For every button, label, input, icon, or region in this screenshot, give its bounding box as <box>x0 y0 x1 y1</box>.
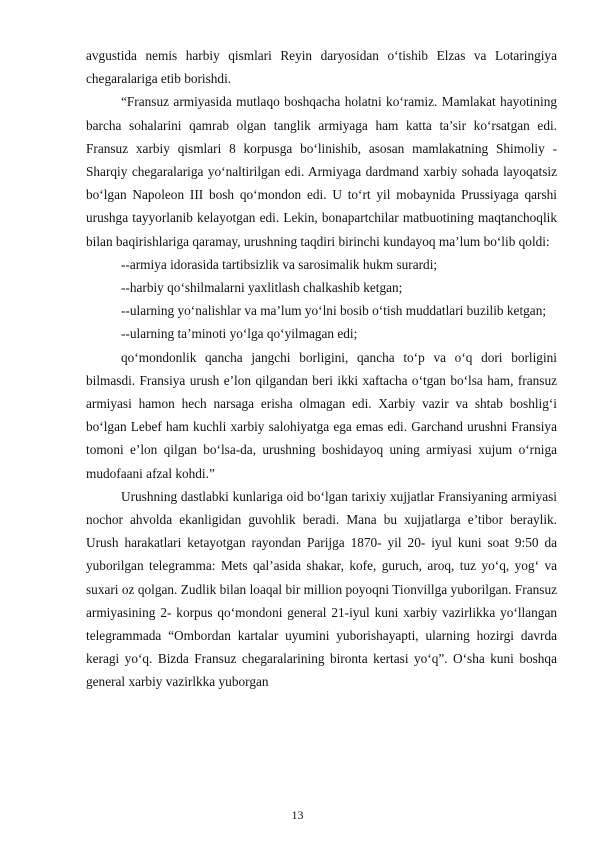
paragraph-continuation: avgustida nemis harbiy qismlari Reyin daryosidan o‘tishib Elzas va Lotaringiya chegaralariga etib borishdi. <box>86 48 557 87</box>
list-item-disorder: --armiya idorasida tartibsizlik va sarosimalik hukm surardi; <box>121 256 438 272</box>
paragraph-quote-start: “Fransuz armiyasida mutlaqo boshqacha holatni ko‘ramiz. Mamlakat hayotining barcha sohalarini qamrab olgan tanglik armiyaga ham katta ta’sir ko‘rsatgan edi. Fransuz xarbiy qismlari 8 korpusga bo‘linishib, asosan mamlakatning Shimoliy - Sharqiy chegaralariga yo‘naltirilgan edi. Armiyaga dardmand xarbiy sohada layoqatsiz bo‘lgan Napoleon III bosh qo‘mondon edi. U to‘rt yil mobaynida Prussiyaga qarshi urushga tayyorlanib kelayotgan edi. Lekin, bonapartchilar matbuotining maqtanchoqlik bilan baqirishlariga qaramay, urushning taqdiri birinchi kundayoq ma’lum bo‘lib qoldi: <box>86 94 557 249</box>
paragraph-documents: Urushning dastlabki kunlariga oid bo‘lgan tarixiy xujjatlar Fransiyaning armiyasi nochor ahvolda ekanligidan guvohlik beradi. Mana bu xujjatlarga e’tibor beraylik. Urush harakatlari ketayotgan rayondan Parijga 1870- yil 20- iyul kuni soat 9:50 da yuborilgan telegramma: Mets qal’asida shakar, kofe, guruch, aroq, tuz yo‘q, yog‘ va suxari oz qolgan. Zudlik bilan loaqal bir million poyoqni Tionvillga yuborilgan. Fransuz armiyasining 2- korpus qo‘mondoni general 21-iyul kuni xarbiy vazirlikka yo‘llangan telegrammada “Ombordan kartalar uyumini yuborishayapti, ularning hozirgi davrda keragi yo‘q. Bizda Fransuz chegaralarining bironta kertasi yo‘q”. O‘sha kuni boshqa general xarbiy vazirlkka yuborgan <box>86 488 557 690</box>
document-body <box>86 44 557 694</box>
paragraph-command: qo‘mondonlik qancha jangchi borligini, qancha to‘p va o‘q dori borligini bilmasdi. Fransiya urush e’lon qilgandan beri ikki xaftacha o‘tgan bo‘lsa ham, fransuz armiyasi hamon hech narsaga erisha olmagan edi. Xarbiy vazir va shtab boshlig‘i bo‘lgan Lebef ham kuchli xarbiy salohiyatga ega emas edi. Garchand urushni Fransiya tomoni e’lon qilgan bo‘lsa-da, urushning boshidayoq uning armiyasi xujum o‘rniga mudofaani afzal kohdi.” <box>86 349 557 481</box>
list-item-supply: --ularning ta’minoti yo‘lga qo‘yilmagan edi; <box>121 326 358 342</box>
list-item-confusion: --harbiy qo‘shilmalarni yaxlitlash chalkashib ketgan; <box>121 280 403 296</box>
list-item-deadlines: --ularning yo‘nalishlar va ma’lum yo‘lni bosib o‘tish muddatlari buzilib ketgan; <box>121 303 547 319</box>
page-number: 13 <box>291 808 304 822</box>
